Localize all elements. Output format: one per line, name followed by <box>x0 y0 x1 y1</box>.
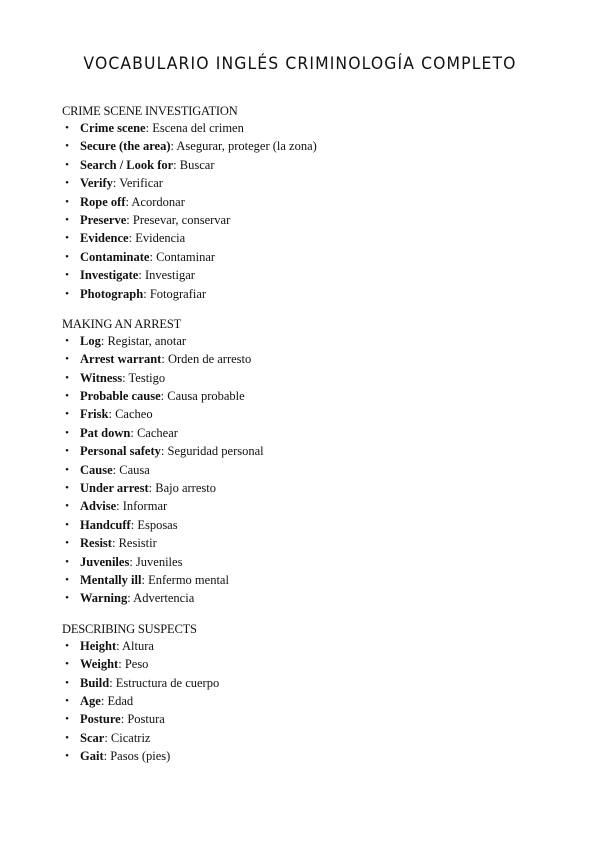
spanish-translation: Registar, anotar <box>107 333 187 348</box>
english-term: Contaminate <box>80 249 150 264</box>
term-separator: : <box>138 268 145 283</box>
term-list <box>62 332 562 608</box>
spanish-translation: Postura <box>127 712 165 727</box>
spanish-translation: Causa probable <box>167 389 245 404</box>
english-term: Weight <box>80 657 119 672</box>
spanish-translation: Enfermo mental <box>148 572 229 587</box>
english-term: Crime scene <box>80 121 146 135</box>
spanish-translation: Cicatriz <box>110 730 151 745</box>
bullet-icon: • <box>65 573 69 586</box>
list-item <box>62 350 562 368</box>
term-separator: : <box>160 389 168 404</box>
term-separator: : <box>122 370 129 385</box>
bullet-icon: • <box>65 232 69 245</box>
spanish-translation: Contaminar <box>156 249 216 264</box>
list-item <box>62 332 562 350</box>
list-item <box>62 589 562 607</box>
list-item <box>62 692 562 710</box>
bullet-icon: • <box>65 500 69 513</box>
term-separator: : <box>130 425 137 440</box>
term-separator: : <box>116 499 123 514</box>
spanish-translation: Verificar <box>119 176 163 191</box>
spanish-translation: Evidencia <box>135 231 186 246</box>
list-item <box>62 369 562 387</box>
term-separator: : <box>100 333 108 348</box>
document-title: VOCABULARIO INGLÉS CRIMINOLOGÍA COMPLETO <box>83 54 517 74</box>
spanish-translation: Presevar, conservar <box>132 212 231 227</box>
vocab-section <box>62 621 562 766</box>
bullet-icon: • <box>65 140 69 153</box>
vocabulary-content <box>62 103 562 766</box>
bullet-icon: • <box>65 250 69 263</box>
list-item <box>62 193 562 211</box>
list-item <box>62 405 562 423</box>
english-term: Arrest warrant <box>80 352 162 367</box>
english-term: Handcuff <box>80 517 131 532</box>
list-item <box>62 516 562 534</box>
list-item <box>62 729 562 747</box>
term-separator: : <box>103 749 111 764</box>
spanish-translation: Advertencia <box>133 591 195 606</box>
section-heading: MAKING AN ARREST <box>62 316 182 331</box>
list-item <box>62 285 562 303</box>
english-term: Posture <box>80 712 121 727</box>
bullet-icon: • <box>65 463 69 476</box>
english-term: Witness <box>80 370 123 385</box>
spanish-translation: Asegurar, proteger (la zona) <box>176 139 317 154</box>
list-item <box>62 534 562 552</box>
bullet-icon: • <box>65 177 69 190</box>
vocab-section <box>62 316 562 608</box>
list-item <box>62 747 562 765</box>
spanish-translation: Escena del crimen <box>152 121 244 135</box>
term-list <box>62 637 562 766</box>
term-separator: : <box>108 407 116 422</box>
list-item <box>62 424 562 442</box>
term-separator: : <box>127 591 134 606</box>
bullet-icon: • <box>65 408 69 421</box>
list-item <box>62 710 562 728</box>
term-separator: : <box>160 444 168 459</box>
english-term: Photograph <box>80 286 144 301</box>
english-term: Search / Look for <box>80 157 174 172</box>
list-item <box>62 442 562 460</box>
bullet-icon: • <box>65 158 69 171</box>
english-term: Build <box>80 675 110 690</box>
bullet-icon: • <box>65 195 69 208</box>
list-item <box>62 266 562 284</box>
english-term: Personal safety <box>80 444 161 459</box>
bullet-icon: • <box>65 371 69 384</box>
english-term: Cause <box>80 462 113 477</box>
term-separator: : <box>130 517 138 532</box>
term-separator: : <box>129 554 136 569</box>
term-separator: : <box>100 693 108 708</box>
spanish-translation: Esposas <box>137 517 178 532</box>
english-term: Frisk <box>80 407 109 422</box>
spanish-translation: Cachear <box>136 425 178 440</box>
bullet-icon: • <box>65 713 69 726</box>
list-item <box>62 461 562 479</box>
english-term: Juveniles <box>80 554 130 569</box>
bullet-icon: • <box>65 694 69 707</box>
list-item <box>62 229 562 247</box>
spanish-translation: Causa <box>119 462 150 477</box>
bullet-icon: • <box>65 750 69 763</box>
spanish-translation: Testigo <box>128 370 166 385</box>
english-term: Resist <box>80 536 112 551</box>
bullet-icon: • <box>65 122 69 134</box>
bullet-icon: • <box>65 676 69 689</box>
list-item <box>62 156 562 174</box>
bullet-icon: • <box>65 518 69 531</box>
english-term: Secure (the area) <box>80 139 171 154</box>
bullet-icon: • <box>65 445 69 458</box>
bullet-icon: • <box>65 537 69 550</box>
bullet-icon: • <box>65 426 69 439</box>
spanish-translation: Informar <box>122 499 168 514</box>
spanish-translation: Bajo arresto <box>155 481 216 496</box>
spanish-translation: Edad <box>107 693 134 708</box>
section-heading: DESCRIBING SUSPECTS <box>62 621 197 636</box>
term-separator: : <box>111 536 119 551</box>
bullet-icon: • <box>65 269 69 282</box>
english-term: Age <box>80 693 101 708</box>
spanish-translation: Buscar <box>179 157 215 172</box>
term-separator: : <box>126 212 133 227</box>
term-separator: : <box>120 712 128 727</box>
list-item <box>62 553 562 571</box>
spanish-translation: Pasos (pies) <box>110 749 171 764</box>
english-term: Investigate <box>80 268 139 283</box>
list-item <box>62 655 562 673</box>
term-separator: : <box>170 139 177 154</box>
english-term: Mentally ill <box>80 572 142 587</box>
term-separator: : <box>149 249 157 264</box>
list-item <box>62 497 562 515</box>
spanish-translation: Cacheo <box>115 407 153 422</box>
spanish-translation: Seguridad personal <box>167 444 264 459</box>
english-term: Warning <box>80 591 128 606</box>
english-term: Scar <box>80 730 105 745</box>
english-term: Verify <box>80 176 113 191</box>
vocab-section <box>62 103 562 303</box>
term-separator: : <box>109 675 116 690</box>
section-heading: CRIME SCENE INVESTIGATION <box>62 104 238 118</box>
list-item <box>62 211 562 229</box>
bullet-icon: • <box>65 390 69 403</box>
bullet-icon: • <box>65 353 69 366</box>
bullet-icon: • <box>65 658 69 671</box>
english-term: Log <box>80 333 101 348</box>
list-item <box>62 674 562 692</box>
english-term: Advise <box>80 499 117 514</box>
bullet-icon: • <box>65 334 69 347</box>
bullet-icon: • <box>65 287 69 300</box>
english-term: Under arrest <box>80 481 149 496</box>
list-item <box>62 119 562 137</box>
english-term: Preserve <box>80 212 127 227</box>
list-item <box>62 137 562 155</box>
term-separator: : <box>161 352 168 367</box>
list-item <box>62 571 562 589</box>
english-term: Pat down <box>80 425 131 440</box>
bullet-icon: • <box>65 731 69 744</box>
list-item <box>62 174 562 192</box>
term-separator: : <box>116 638 123 653</box>
term-separator: : <box>141 572 149 587</box>
term-separator: : <box>145 121 153 135</box>
term-separator: : <box>148 481 156 496</box>
term-separator: : <box>173 157 180 172</box>
spanish-translation: Acordonar <box>131 194 185 209</box>
spanish-translation: Estructura de cuerpo <box>115 675 220 690</box>
english-term: Rope off <box>80 194 126 209</box>
term-separator: : <box>112 462 120 477</box>
spanish-translation: Juveniles <box>135 554 183 569</box>
term-separator: : <box>112 176 120 191</box>
english-term: Probable cause <box>80 389 161 404</box>
spanish-translation: Resistir <box>118 536 157 551</box>
term-list <box>62 119 562 303</box>
spanish-translation: Fotografiar <box>149 286 207 301</box>
english-term: Gait <box>80 749 104 764</box>
bullet-icon: • <box>65 639 69 652</box>
list-item <box>62 248 562 266</box>
list-item <box>62 387 562 405</box>
term-separator: : <box>128 231 136 246</box>
term-separator: : <box>104 730 111 745</box>
term-separator: : <box>118 657 125 672</box>
english-term: Height <box>80 638 117 653</box>
term-separator: : <box>125 194 132 209</box>
english-term: Evidence <box>80 231 129 246</box>
spanish-translation: Investigar <box>144 268 195 283</box>
list-item <box>62 479 562 497</box>
bullet-icon: • <box>65 482 69 495</box>
bullet-icon: • <box>65 555 69 568</box>
bullet-icon: • <box>65 592 69 605</box>
bullet-icon: • <box>65 213 69 226</box>
term-separator: : <box>143 286 150 301</box>
spanish-translation: Altura <box>122 638 154 653</box>
list-item <box>62 637 562 655</box>
spanish-translation: Peso <box>124 657 149 672</box>
spanish-translation: Orden de arresto <box>167 352 252 367</box>
